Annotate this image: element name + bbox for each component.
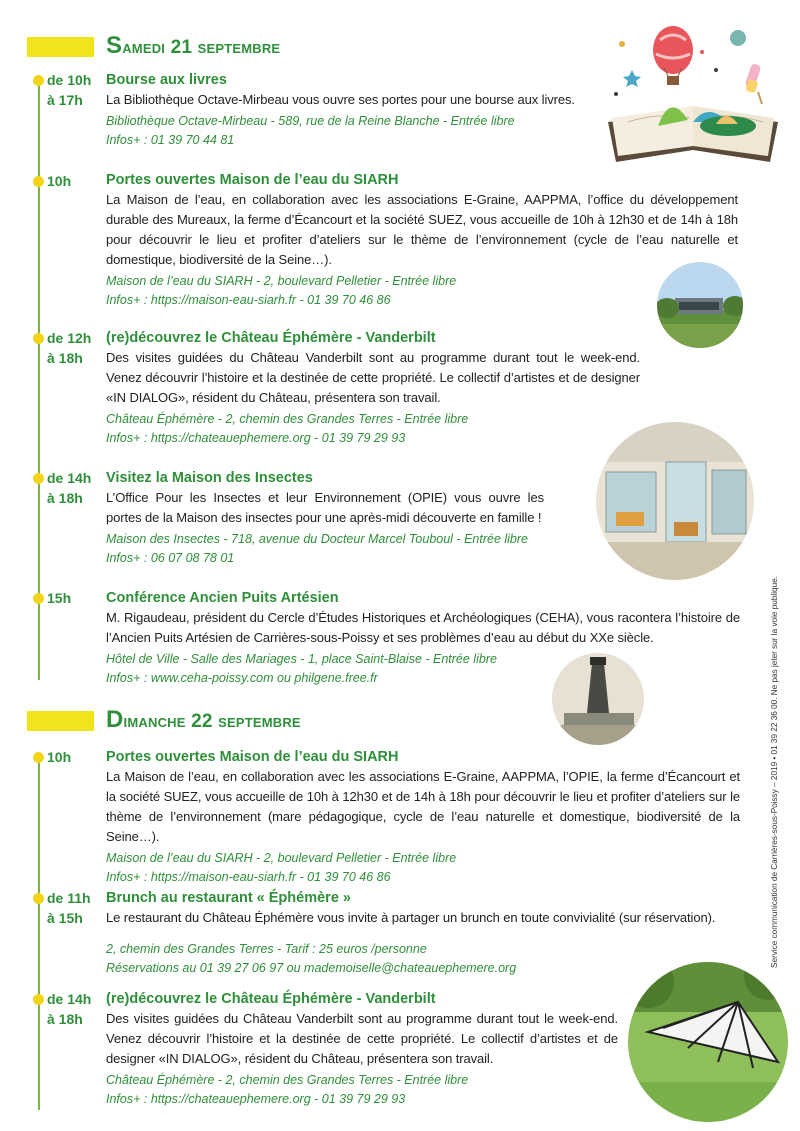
event-title: Portes ouvertes Maison de l’eau du SIARH: [106, 749, 399, 765]
chateau-fan-sculpture-photo: [628, 962, 788, 1122]
event-description: Des visites guidées du Château Vanderbilt sont au programme durant tout le week-end. Venez découvrir l’histoire et la destinée de cette propriété. Le collectif d’artistes et de designer «IN DIALOG», résident du Château, présentera son travail.: [106, 350, 640, 405]
timeline-dot: [33, 593, 44, 604]
event-time: 10h: [47, 173, 72, 189]
book-balloon-illustration: [598, 22, 788, 172]
timeline-dot: [33, 752, 44, 763]
event-info: Maison des Insectes - 718, avenue du Docteur Marcel Touboul - Entrée libre Infos+ : 06 07 08 78 01: [106, 532, 528, 565]
event-info: Hôtel de Ville - Salle des Mariages - 1, place Saint-Blaise - Entrée libre Infos+ : www.ceha-poissy.com ou philgene.free.fr: [106, 652, 497, 685]
maison-eau-photo: [657, 262, 743, 348]
event-time: de 14h à 18h: [47, 991, 92, 1027]
timeline-dot: [33, 994, 44, 1005]
event-maison-eau-dimanche: [106, 748, 740, 887]
event-time: de 11h à 15h: [47, 890, 91, 926]
side-note: Service communication de Carrières-sous-Poissy – 2019 • 01 39 22 36 00. Ne pas jeter sur la voie publique.: [770, 576, 779, 968]
event-chateau-samedi: [106, 329, 640, 448]
event-description: L’Office Pour les Insectes et leur Environnement (OPIE) vous ouvre les portes de la Maison des insectes pour une après-midi découverte en famille !: [106, 490, 544, 525]
event-maison-eau-samedi: [106, 171, 738, 310]
event-info: 2, chemin des Grandes Terres - Tarif : 25 euros /personne Réservations au 01 39 27 06 97 ou mademoiselle@chateauephemere.org: [106, 942, 517, 975]
event-title: Bourse aux livres: [106, 72, 227, 88]
event-time: de 12h à 18h: [47, 330, 92, 366]
event-info: Château Éphémère - 2, chemin des Grandes Terres - Entrée libre Infos+ : https://chateauephemere.org - 01 39 79 29 93: [106, 412, 469, 445]
event-brunch: [106, 889, 740, 978]
event-maison-insectes: [106, 469, 544, 568]
maison-insectes-photo: [596, 422, 754, 580]
timeline-dot: [33, 333, 44, 344]
timeline-dot: [33, 176, 44, 187]
event-description: La Maison de l’eau, en collaboration avec les associations E-Graine, AAPPMA, l’OPIE, la ferme d’Écancourt et la société SUEZ, vous accueille de 10h à 12h30 et de 14h à 18h pour découvrir le lieu et profiter d’ateliers sur le thème de l’environnement (mare pédagogique, cycle de l’eau naturelle et domestique, biodiversité de la Seine…).: [106, 769, 740, 844]
event-title: Brunch au restaurant « Éphémère »: [106, 890, 351, 906]
event-puits-artesien: [106, 589, 740, 688]
event-info: Maison de l’eau du SIARH - 2, boulevard Pelletier - Entrée libre Infos+ : https://maison-eau-siarh.fr - 01 39 70 46 86: [106, 274, 457, 307]
event-time: 10h: [47, 749, 72, 765]
timeline-line: [38, 755, 40, 1110]
event-time: de 14h à 18h: [47, 470, 92, 506]
timeline-line: [38, 80, 40, 680]
event-time: 15h: [47, 590, 72, 606]
event-title: Portes ouvertes Maison de l’eau du SIARH: [106, 172, 399, 188]
timeline-dot: [33, 75, 44, 86]
timeline-dot: [33, 893, 44, 904]
day-header-sunday: [0, 704, 760, 738]
event-title: (re)découvrez le Château Éphémère - Vanderbilt: [106, 991, 436, 1007]
event-info: Maison de l’eau du SIARH - 2, boulevard Pelletier - Entrée libre Infos+ : https://maison-eau-siarh.fr - 01 39 70 46 86: [106, 851, 457, 884]
event-bourse-aux-livres: [106, 71, 606, 150]
yellow-bar: [27, 37, 94, 57]
event-title: Visitez la Maison des Insectes: [106, 470, 313, 486]
event-chateau-dimanche: [106, 990, 618, 1109]
yellow-bar: [27, 711, 94, 731]
event-description: Des visites guidées du Château Vanderbilt sont au programme durant tout le week-end. Venez découvrir l’histoire et la destinée de cette propriété. Le collectif d’artistes et de designer «IN DIALOG», résident du Château, présentera son travail.: [106, 1011, 618, 1066]
event-title: (re)découvrez le Château Éphémère - Vanderbilt: [106, 330, 436, 346]
event-description: La Maison de l’eau, en collaboration avec les associations E-Graine, AAPPMA, l’office du développement durable des Mureaux, la ferme d’Écancourt et la société SUEZ, vous accueille de 10h à 12h30 et de 14h à 18h pour découvrir le lieu et profiter d’ateliers sur le thème de l’environnement (cycle de l’eau naturelle et domestique, biodiversité de la Seine…).: [106, 192, 738, 267]
event-info: Château Éphémère - 2, chemin des Grandes Terres - Entrée libre Infos+ : https://chateauephemere.org - 01 39 79 29 93: [106, 1073, 469, 1106]
event-time: de 10h à 17h: [47, 72, 92, 108]
event-description: Le restaurant du Château Éphémère vous invite à partager un brunch en toute convivialité (sur réservation).: [106, 910, 716, 925]
event-info: Bibliothèque Octave-Mirbeau - 589, rue de la Reine Blanche - Entrée libre Infos+ : 01 39 70 44 81: [106, 114, 515, 147]
event-description: M. Rigaudeau, président du Cercle d’Études Historiques et Archéologiques (CEHA), vous racontera l’histoire de l’Ancien Puits Artésien de Carrières-sous-Poissy et ses problèmes d’eau au début du XXe siècle.: [106, 610, 740, 645]
day-title: Dimanche 22 septembre: [106, 706, 301, 733]
timeline-dot: [33, 473, 44, 484]
event-description: La Bibliothèque Octave-Mirbeau vous ouvre ses portes pour une bourse aux livres.: [106, 92, 575, 107]
event-title: Conférence Ancien Puits Artésien: [106, 590, 339, 606]
day-title: Samedi 21 septembre: [106, 32, 281, 59]
